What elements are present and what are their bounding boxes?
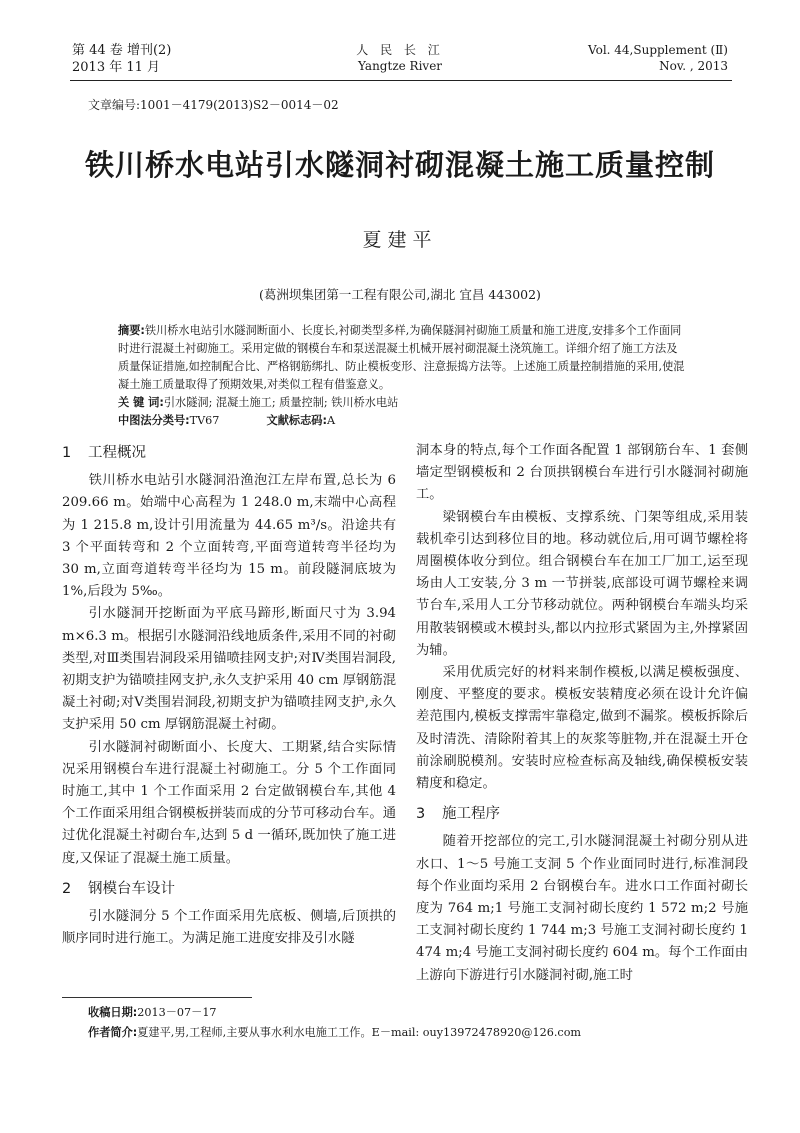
received-value: 2013－07－17	[137, 1006, 217, 1019]
footnote-rule	[62, 997, 252, 998]
journal-date-en: Nov. , 2013	[659, 59, 728, 73]
right-column	[416, 440, 748, 987]
left-column	[62, 440, 396, 950]
section-1-heading	[62, 442, 396, 464]
author-name: 夏建平	[362, 229, 438, 251]
doc-code-label: 文献标志码:	[266, 414, 327, 427]
header-rule	[70, 80, 732, 81]
abstract-text: 铁川桥水电站引水隧洞断面小、长度长,衬砌类型多样,为确保隧洞衬砌施工质量和施工进度,安排多个工作面同时进行混凝土衬砌施工。采用定做的钢模台车和泵送混凝土机械开展衬砌混凝土浇筑施工。详细介绍了施工方法及质量保证措施,如控制配合比、严格钢筋绑扎、防止模板变形、注意振捣方法等。上述施工质量控制措施的采用,使混凝土施工质量取得了预期效果,对类似工程有借鉴意义。	[118, 324, 685, 391]
bio-text: 夏建平,男,工程师,主要从事水利水电施工工作。E－mail: ouy13972478920@126.com	[137, 1026, 582, 1039]
section-3-number: 3	[416, 806, 426, 823]
section-2-paragraph-1: 引水隧洞分 5 个工作面采用先底板、侧墙,后顶拱的顺序同时进行施工。为满足施工进度安排及引水隧	[62, 909, 396, 947]
journal-volume-en: Vol. 44,Supplement (Ⅱ)	[588, 43, 728, 57]
abstract	[118, 322, 688, 394]
journal-name-cn: 人 民 长 江	[356, 43, 444, 57]
received-date	[88, 1004, 217, 1020]
section-2-paragraph-3: 采用优质完好的材料来制作模板,以满足模板强度、刚度、平整度的要求。模板安装精度必须在设计允许偏差范围内,模板支撑需牢靠稳定,做到不漏浆。模板拆除后及时清洗、清除附着其上的灰浆等脏物,并在混凝土开仓前涂刷脱模剂。安装时应检查标高及轴线,确保模板安装精度和稳定。	[416, 665, 748, 792]
article-number: 文章编号:1001－4179(2013)S2－0014－02	[88, 98, 339, 112]
section-2-number: 2	[62, 880, 72, 897]
classification	[118, 412, 688, 430]
received-label: 收稿日期:	[88, 1006, 138, 1019]
journal-date: 2013 年 11 月	[72, 60, 161, 75]
abstract-label: 摘要:	[118, 324, 145, 337]
author-bio	[88, 1024, 581, 1040]
section-3-paragraph-1: 随着开挖部位的完工,引水隧洞混凝土衬砌分别从进水口、1～5 号施工支洞 5 个作业面同时进行,标准洞段每个作业面均采用 2 台钢模台车。进水口工作面衬砌长度为 764 m;1 号施工支洞衬砌长度约 1 572 m;2 号施工支洞衬砌长度约 1 744 m;3 号施工支洞衬砌长度约 1 474 m;4 号施工支洞衬砌长度约 604 m。每个工作面由上游向下游进行引水隧洞衬砌,施工时	[416, 834, 748, 983]
author-affiliation: (葛洲坝集团第一工程有限公司,湖北 宜昌 443002)	[259, 287, 541, 302]
journal-name-en: Yangtze River	[357, 59, 443, 73]
section-1-paragraph-1: 铁川桥水电站引水隧洞沿渔泡江左岸布置,总长为 6 209.66 m。始端中心高程为 1 248.0 m,末端中心高程为 1 215.8 m,设计引用流量为 44.65 m³/s。沿途共有 3 个平面转弯和 2 个立面转弯,平面弯道转弯半径均为 30 m,立面弯道转弯半径均为 15 m。前段隧洞底坡为 1%,后段为 5‰。	[62, 473, 396, 600]
clc-label: 中图法分类号:	[118, 414, 190, 427]
section-1-title: 工程概况	[88, 445, 146, 461]
journal-volume-en-header	[588, 42, 728, 74]
doc-code: A	[326, 414, 336, 427]
keywords	[118, 394, 688, 412]
clc-code: TV67	[189, 414, 220, 427]
section-3-title: 施工程序	[442, 806, 500, 823]
section-3-heading	[416, 803, 748, 825]
section-2-heading	[62, 878, 396, 900]
section-2-paragraph-2: 梁钢模台车由模板、支撑系统、门架等组成,采用装载机牵引达到移位目的地。移动就位后,用可调节螺栓将周圈模体收分到位。组合钢模台车在加工厂加工,运至现场由人工安装,分 3 m 一节拼装,底部设可调节螺栓来调节台车,采用人工分节移动就位。两种钢模台车端头均采用散装钢模或木模封头,都以内拉形式紧固为主,外撑紧固为辅。	[416, 509, 748, 658]
bio-label: 作者简介:	[88, 1026, 138, 1039]
keywords-text: 引水隧洞; 混凝土施工; 质量控制; 铁川桥水电站	[163, 396, 399, 409]
paper-title: 铁川桥水电站引水隧洞衬砌混凝土施工质量控制	[84, 148, 715, 182]
section-1-number: 1	[62, 445, 72, 461]
journal-volume: 第 44 卷 增刊(2)	[72, 43, 172, 58]
section-1-paragraph-2: 引水隧洞开挖断面为平底马蹄形,断面尺寸为 3.94 m×6.3 m。根据引水隧洞沿线地质条件,采用不同的衬砌类型,对Ⅲ类围岩洞段采用锚喷挂网支护;对Ⅳ类围岩洞段,初期支护为锚喷挂网支护,永久支护采用 40 cm 厚钢筋混凝土衬砌;对Ⅴ类围岩洞段,初期支护为锚喷挂网支护,永久支护采用 50 cm 厚钢筋混凝土衬砌。	[62, 606, 396, 733]
section-1-paragraph-3: 引水隧洞衬砌断面小、长度大、工期紧,结合实际情况采用钢模台车进行混凝土衬砌施工。分 5 个工作面同时施工,其中 1 个工作面采用 2 台定做钢模台车,其他 4 个工作面采用组合钢模板拼装而成的分节可移动台车。通过优化混凝土衬砌台车,达到 5 d 一循环,既加快了施工进度,又保证了混凝土施工质量。	[62, 739, 396, 866]
keywords-label: 关 键 词:	[118, 396, 164, 409]
section-2-continuation: 洞本身的特点,每个工作面各配置 1 部钢筋台车、1 套侧墙定型钢模板和 2 台顶拱钢模台车进行引水隧洞衬砌施工。	[416, 443, 748, 503]
section-2-title: 钢模台车设计	[88, 880, 175, 897]
